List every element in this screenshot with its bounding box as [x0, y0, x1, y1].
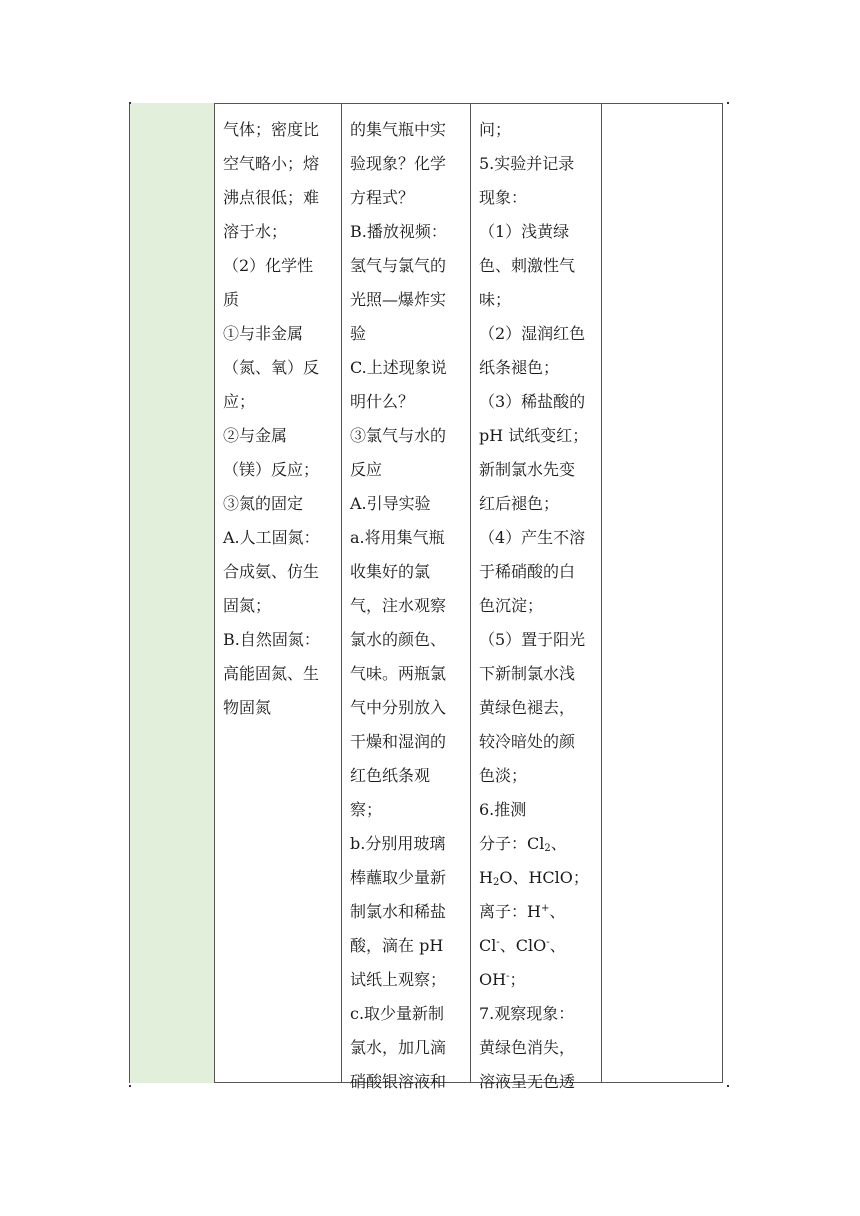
formula-line-ions-2: Cl-、ClO-、	[479, 936, 566, 955]
text-line: 7.观察现象：	[479, 1004, 575, 1023]
text-line: 光照—爆炸实	[350, 290, 447, 309]
text-line: A.引导实验	[350, 494, 431, 513]
text-line: 的集气瓶中实	[350, 120, 447, 139]
text-line: 于稀硝酸的白	[479, 562, 576, 581]
text-line: 新制氯水先变	[479, 460, 576, 479]
text-line: 空气略小；熔	[223, 154, 320, 173]
text-line: 氯水，加几滴	[350, 1038, 447, 1057]
text-line: 气，注水观察	[350, 596, 447, 615]
text-line: 收集好的氯	[350, 562, 431, 581]
text-line: 气味。两瓶氯	[350, 664, 447, 683]
table-cell-notes-empty	[602, 103, 723, 1083]
table-cell-section-shaded	[129, 103, 215, 1083]
table-cell-student-activity	[471, 103, 602, 1091]
text-line: 溶液呈无色透	[479, 1072, 576, 1091]
table-cell-knowledge	[215, 103, 342, 1083]
text-line: 色、刺激性气	[479, 256, 576, 275]
text-line: 沸点很低；难	[223, 188, 320, 207]
text-line: 色淡；	[479, 766, 528, 785]
text-line: C.上述现象说	[350, 358, 447, 377]
text-line: 黄绿色褪去，	[479, 698, 576, 717]
text-line: 5.实验并记录	[479, 154, 575, 173]
text-line: 气体；密度比	[223, 120, 320, 139]
text-line: ①与非金属	[223, 324, 304, 343]
text-line: 氯水的颜色、	[350, 630, 447, 649]
corner-mark	[727, 1085, 729, 1087]
text-line: （2）化学性	[223, 256, 314, 275]
text-line: 应；	[223, 392, 256, 411]
text-line: 方程式？	[350, 188, 415, 207]
formula-line-ions: 离子：H+、	[479, 902, 566, 921]
corner-mark	[129, 102, 131, 104]
table-cell-teacher-activity	[342, 103, 471, 1091]
knowledge-text	[223, 113, 335, 725]
text-line: 纸条褪色；	[479, 358, 560, 377]
corner-mark	[129, 1085, 131, 1087]
text-line: b.分别用玻璃	[350, 834, 446, 853]
text-line: 黄绿色消失，	[479, 1038, 576, 1057]
text-line: A.人工固氮：	[223, 528, 320, 547]
text-line: 红后褪色；	[479, 494, 560, 513]
corner-mark	[727, 102, 729, 104]
text-line: 制氯水和稀盐	[350, 902, 447, 921]
lesson-table	[129, 103, 723, 1091]
text-line: （氮、氧）反	[223, 358, 320, 377]
text-line: 较冷暗处的颜	[479, 732, 576, 751]
text-line: 反应	[350, 460, 383, 479]
text-line: （1）浅黄绿	[479, 222, 570, 241]
text-line: B.播放视频：	[350, 222, 447, 241]
text-line: （2）湿润红色	[479, 324, 586, 343]
formula-line-molecules: 分子：$Cl_2$、	[479, 834, 567, 854]
text-line: 现象：	[479, 188, 528, 207]
text-line: 气中分别放入	[350, 698, 447, 717]
text-line: 氢气与氯气的	[350, 256, 447, 275]
formula-line-molecules-2: $H_2O$、HClO；	[479, 868, 589, 888]
text-line: 试纸上观察；	[350, 970, 447, 989]
text-line: 棒蘸取少量新	[350, 868, 447, 887]
text-line: 固氮；	[223, 596, 272, 615]
text-line: 问；	[479, 120, 512, 139]
text-line: 溶于水；	[223, 222, 288, 241]
text-line: c.取少量新制	[350, 1004, 445, 1023]
text-line: （5）置于阳光	[479, 630, 586, 649]
text-line: 红色纸条观	[350, 766, 431, 785]
formula-line-ions-3: OH-；	[479, 970, 526, 989]
student-activity-text	[479, 113, 595, 1099]
text-line: 酸，滴在 pH	[350, 936, 444, 955]
text-line: 质	[223, 290, 240, 309]
text-line: 察；	[350, 800, 383, 819]
text-line: 验现象？化学	[350, 154, 447, 173]
text-line: （3）稀盐酸的	[479, 392, 586, 411]
text-line: pH 试纸变红；	[479, 426, 589, 445]
text-line: ③氯气与水的	[350, 426, 447, 445]
text-line: a.将用集气瓶	[350, 528, 445, 547]
text-line: ③氮的固定	[223, 494, 304, 513]
text-line: ②与金属	[223, 426, 288, 445]
text-line: （4）产生不溶	[479, 528, 586, 547]
text-line: B.自然固氮：	[223, 630, 320, 649]
text-line: 下新制氯水浅	[479, 664, 576, 683]
text-line: 干燥和湿润的	[350, 732, 447, 751]
teacher-activity-text	[350, 113, 464, 1099]
text-line: 明什么？	[350, 392, 415, 411]
text-line: 验	[350, 324, 367, 343]
text-line: （镁）反应；	[223, 460, 320, 479]
text-line: 硝酸银溶液和	[350, 1072, 447, 1091]
text-line: 味；	[479, 290, 512, 309]
text-line: 色沉淀；	[479, 596, 544, 615]
text-line: 物固氮	[223, 698, 272, 717]
text-line: 6.推测	[479, 800, 527, 819]
text-line: 合成氨、仿生	[223, 562, 320, 581]
text-line: 高能固氮、生	[223, 664, 320, 683]
